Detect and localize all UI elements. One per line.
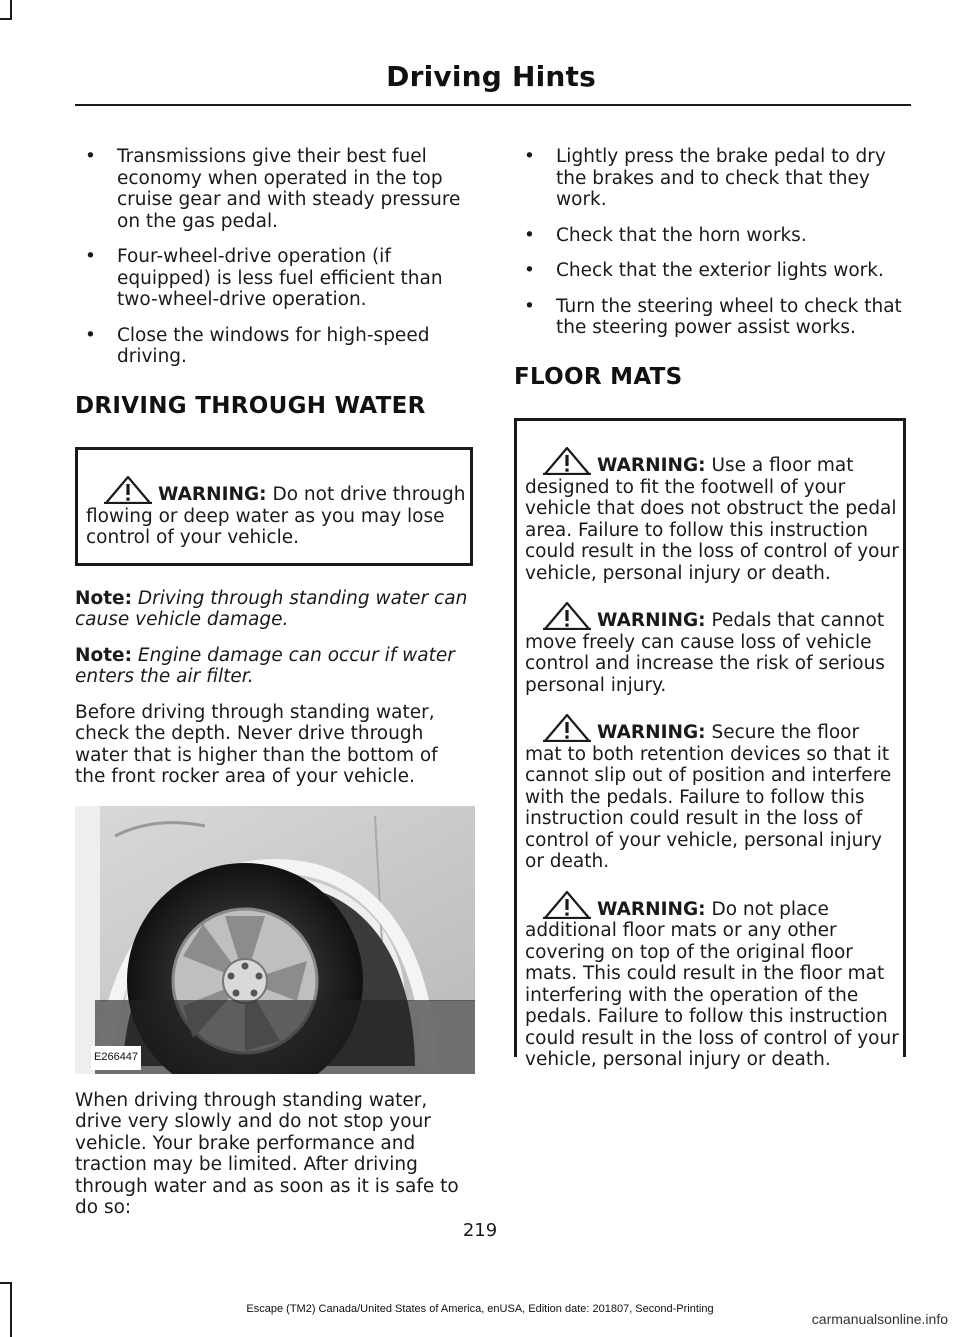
crop-mark xyxy=(0,18,12,20)
note-text: Driving through standing water can cause vehicle damage. xyxy=(75,587,468,630)
note-text: Engine damage can occur if water enters the air filter. xyxy=(75,644,455,687)
vehicle-wheel-figure xyxy=(75,806,475,1074)
note xyxy=(75,588,473,631)
figure-code: E266447 xyxy=(91,1046,141,1070)
warning-triangle-icon xyxy=(104,476,152,504)
crop-mark xyxy=(10,0,12,18)
warning xyxy=(525,891,899,1071)
note-label: Note: xyxy=(75,644,132,666)
warning-triangle-icon xyxy=(543,891,591,919)
list-item: • Four-wheel-drive operation (if equipped) is less fuel efficient than two-wheel-drive operation. xyxy=(85,246,443,310)
bullet-text: Four-wheel-drive operation (if equipped) is less fuel efficient than two-wheel-drive operation. xyxy=(117,246,443,310)
bullet-text: Turn the steering wheel to check that the steering power assist works. xyxy=(556,295,902,338)
paragraph: When driving through standing water, drive very slowly and do not stop your vehicle. Your brake performance and traction may be limited. After driving through water and as soon as it is safe to do so: xyxy=(75,1089,459,1218)
warning-text: Secure the floor mat to both retention devices so that it cannot slip out of position and interfere with the pedals. Failure to follow this instruction could result in the loss of control of your vehicle, personal injury or death. xyxy=(525,722,892,872)
crop-mark xyxy=(0,1282,12,1284)
warning-text: Do not place additional floor mats or any other covering on top of the original floor mats. This could result in the floor mat interfering with the operation of the pedals. Failure to follow this instruction could result in the loss of control of your vehicle, personal injury or death. xyxy=(525,898,899,1070)
list-item: • Turn the steering wheel to check that the steering power assist works. xyxy=(524,295,902,338)
left-bullet-list xyxy=(75,146,473,368)
warning-label: WARNING: xyxy=(597,722,706,743)
left-column xyxy=(75,146,473,1233)
watermark: carmanualsonline.info xyxy=(811,1311,948,1327)
note-label: Note: xyxy=(75,587,132,609)
warning-box xyxy=(75,447,473,566)
car-wheel-illustration xyxy=(75,806,475,1074)
warning xyxy=(525,602,899,696)
warning-triangle-icon xyxy=(543,447,591,475)
right-bullet-list xyxy=(514,146,906,339)
paragraph: Before driving through standing water, check the depth. Never drive through water that is higher than the bottom of the front rocker area of your vehicle. xyxy=(75,701,438,787)
warning xyxy=(525,714,899,873)
list-item: • Transmissions give their best fuel economy when operated in the top cruise gear and with steady pressure on the gas pedal. xyxy=(85,146,461,232)
warning-text: Use a floor mat designed to fit the footwell of your vehicle that does not obstruct the pedal area. Failure to follow this instruction could result in the loss of control of your vehicle, personal injury or death. xyxy=(525,455,899,584)
warning-text: Pedals that cannot move freely can cause loss of vehicle control and increase the risk of serious personal injury. xyxy=(525,610,885,696)
note xyxy=(75,645,473,688)
bullet-text: Lightly press the brake pedal to dry the brakes and to check that they work. xyxy=(556,146,886,210)
list-item: • Close the windows for high-speed driving. xyxy=(85,324,430,367)
page-footer: Escape (TM2) Canada/United States of America, enUSA, Edition date: 201807, Second-Printing xyxy=(246,1303,714,1315)
page-header-title: Driving Hints xyxy=(386,60,596,93)
warning xyxy=(86,476,466,549)
bullet-text: Transmissions give their best fuel economy when operated in the top cruise gear and with steady pressure on the gas pedal. xyxy=(117,146,461,232)
list-item: • Lightly press the brake pedal to dry the brakes and to check that they work. xyxy=(524,146,886,210)
bullet-text: Check that the horn works. xyxy=(556,224,807,246)
page-number: 219 xyxy=(462,1220,498,1241)
warning-label: WARNING: xyxy=(158,484,267,505)
list-item: • Check that the horn works. xyxy=(524,224,807,246)
section-heading-floor-mats: FLOOR MATS xyxy=(514,363,683,390)
header-divider xyxy=(75,104,911,106)
warning-label: WARNING: xyxy=(597,610,706,631)
warning-box xyxy=(514,418,906,1070)
bullet-text: Check that the exterior lights work. xyxy=(556,260,884,281)
warning-label: WARNING: xyxy=(597,455,706,476)
warning-triangle-icon xyxy=(543,714,591,742)
warning-triangle-icon xyxy=(543,602,591,630)
list-item: • Check that the exterior lights work. xyxy=(524,260,884,281)
warning xyxy=(525,447,899,584)
right-column xyxy=(514,146,906,1070)
bullet-text: Close the windows for high-speed driving. xyxy=(117,324,430,367)
section-heading-driving-through-water: DRIVING THROUGH WATER xyxy=(75,392,426,419)
warning-text: Do not drive through flowing or deep water as you may lose control of your vehicle. xyxy=(86,484,466,548)
warning-label: WARNING: xyxy=(597,898,706,920)
